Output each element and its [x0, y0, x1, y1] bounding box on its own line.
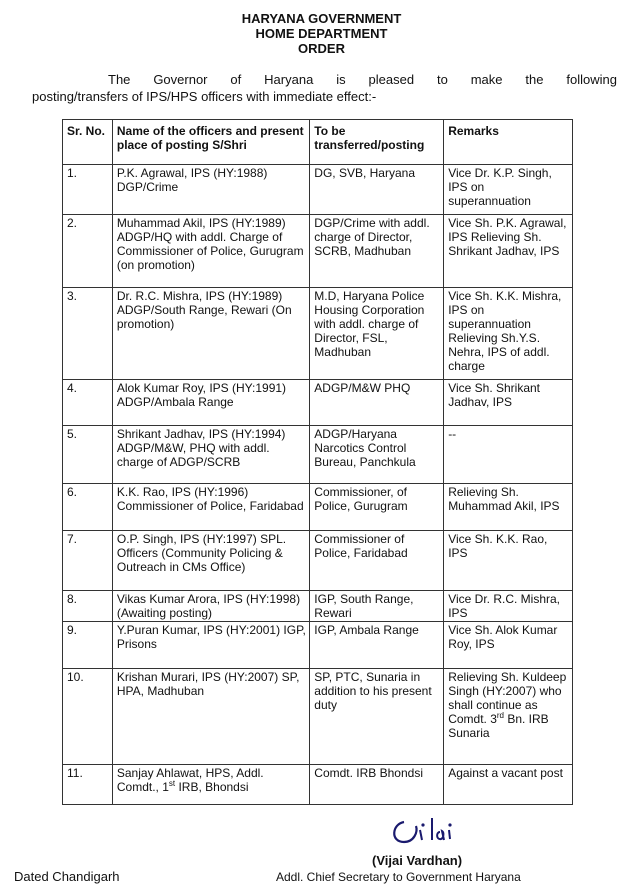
cell-posting: IGP, Ambala Range — [310, 622, 444, 669]
order-intro — [32, 71, 617, 105]
cell-sr-no: 5. — [63, 426, 113, 484]
cell-remarks: Relieving Sh. Muhammad Akil, IPS — [444, 484, 573, 531]
cell-officer-name: Vikas Kumar Arora, IPS (HY:1998) (Awaiting posting) — [112, 591, 309, 622]
cell-remarks: -- — [444, 426, 573, 484]
document-header — [0, 11, 643, 56]
table-row — [63, 165, 573, 215]
cell-posting: IGP, South Range, Rewari — [310, 591, 444, 622]
table-row — [63, 531, 573, 591]
cell-sr-no: 9. — [63, 622, 113, 669]
signature-mark — [386, 812, 496, 848]
cell-remarks: Vice Sh. P.K. Agrawal, IPS Relieving Sh. Shrikant Jadhav, IPS — [444, 215, 573, 288]
order-title: ORDER — [298, 41, 345, 56]
cell-officer-name: Sanjay Ahlawat, HPS, Addl. Comdt., 1st IRB, Bhondsi — [112, 765, 309, 805]
cell-posting: Commissioner of Police, Faridabad — [310, 531, 444, 591]
cell-sr-no: 8. — [63, 591, 113, 622]
header-officer-name: Name of the officers and present place of posting S/Shri — [112, 120, 309, 165]
cell-posting: Commissioner, of Police, Gurugram — [310, 484, 444, 531]
signatory-name: (Vijai Vardhan) — [372, 853, 463, 868]
cell-officer-name: O.P. Singh, IPS (HY:1997) SPL. Officers (Community Policing & Outreach in CMs Office) — [112, 531, 309, 591]
cell-sr-no: 10. — [63, 669, 113, 765]
table-header-row — [63, 120, 573, 165]
cell-sr-no: 6. — [63, 484, 113, 531]
table-row — [63, 669, 573, 765]
cell-sr-no: 2. — [63, 215, 113, 288]
header-sr-no: Sr. No. — [63, 120, 113, 165]
cell-remarks: Vice Sh. K.K. Mishra, IPS on superannuation Relieving Sh.Y.S. Nehra, IPS of addl. charge — [444, 288, 573, 380]
cell-officer-name: Krishan Murari, IPS (HY:2007) SP, HPA, Madhuban — [112, 669, 309, 765]
cell-posting: ADGP/M&W PHQ — [310, 380, 444, 426]
cell-remarks: Vice Dr. R.C. Mishra, IPS — [444, 591, 573, 622]
cell-posting: SP, PTC, Sunaria in addition to his present duty — [310, 669, 444, 765]
table-row — [63, 622, 573, 669]
table-row — [63, 215, 573, 288]
cell-remarks: Vice Sh. K.K. Rao, IPS — [444, 531, 573, 591]
cell-officer-name: Alok Kumar Roy, IPS (HY:1991) ADGP/Ambala Range — [112, 380, 309, 426]
cell-sr-no: 4. — [63, 380, 113, 426]
table-row — [63, 484, 573, 531]
cell-sr-no: 3. — [63, 288, 113, 380]
table-row — [63, 288, 573, 380]
cell-sr-no: 11. — [63, 765, 113, 805]
header-to-be-transferred: To be transferred/posting — [310, 120, 444, 165]
cell-officer-name: Muhammad Akil, IPS (HY:1989) ADGP/HQ with addl. Charge of Commissioner of Police, Gurugram (on promotion) — [112, 215, 309, 288]
table-row — [63, 765, 573, 805]
cell-remarks: Vice Sh. Alok Kumar Roy, IPS — [444, 622, 573, 669]
cell-sr-no: 1. — [63, 165, 113, 215]
government-title: HARYANA GOVERNMENT — [241, 11, 402, 26]
signatory-designation: Addl. Chief Secretary to Government Haryana — [276, 870, 521, 884]
dated-place: Dated Chandigarh — [14, 869, 120, 884]
cell-remarks: Vice Sh. Shrikant Jadhav, IPS — [444, 380, 573, 426]
cell-posting: DGP/Crime with addl. charge of Director, SCRB, Madhuban — [310, 215, 444, 288]
cell-officer-name: Y.Puran Kumar, IPS (HY:2001) IGP, Prisons — [112, 622, 309, 669]
table-row — [63, 591, 573, 622]
cell-remarks: Relieving Sh. Kuldeep Singh (HY:2007) who shall continue as Comdt. 3rd Bn. IRB Sunaria — [444, 669, 573, 765]
intro-line-2: posting/transfers of IPS/HPS officers with immediate effect:- — [32, 89, 377, 104]
table-row — [63, 380, 573, 426]
cell-remarks: Vice Dr. K.P. Singh, IPS on superannuation — [444, 165, 573, 215]
cell-posting: ADGP/Haryana Narcotics Control Bureau, Panchkula — [310, 426, 444, 484]
department-title: HOME DEPARTMENT — [255, 26, 388, 41]
cell-officer-name: P.K. Agrawal, IPS (HY:1988) DGP/Crime — [112, 165, 309, 215]
cell-posting: DG, SVB, Haryana — [310, 165, 444, 215]
cell-officer-name: K.K. Rao, IPS (HY:1996) Commissioner of Police, Faridabad — [112, 484, 309, 531]
cell-posting: Comdt. IRB Bhondsi — [310, 765, 444, 805]
cell-officer-name: Shrikant Jadhav, IPS (HY:1994) ADGP/M&W, PHQ with addl. charge of ADGP/SCRB — [112, 426, 309, 484]
header-remarks: Remarks — [444, 120, 573, 165]
table-row — [63, 426, 573, 484]
intro-line-1: The Governor of Haryana is pleased to make the following — [108, 72, 617, 87]
transfer-table — [62, 119, 573, 805]
cell-remarks: Against a vacant post — [444, 765, 573, 805]
cell-sr-no: 7. — [63, 531, 113, 591]
cell-officer-name: Dr. R.C. Mishra, IPS (HY:1989) ADGP/South Range, Rewari (On promotion) — [112, 288, 309, 380]
cell-posting: M.D, Haryana Police Housing Corporation with addl. charge of Director, FSL, Madhuban — [310, 288, 444, 380]
